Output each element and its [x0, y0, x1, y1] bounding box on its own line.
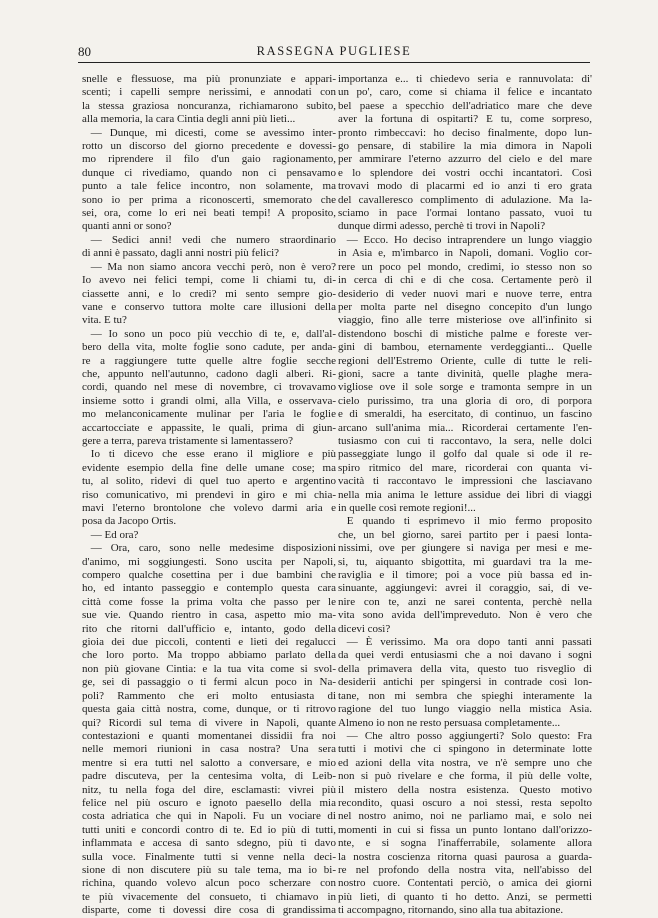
text-line: ciassette anni, e lo credi? mi sento sempre gio- [82, 287, 336, 300]
text-line: alla memoria, la cara Cintia degli anni più lieti... [82, 113, 296, 126]
text-line: mentre si era tutti nel salotto a conversare, e mio [82, 756, 336, 769]
text-line: in cerca di chi e di che cosa. Certamente però il [338, 274, 592, 287]
text-line: passeggiate lungo il golfo dal quale si ode il re- [338, 448, 592, 461]
text-line: nire con te, anzi ne sarei contenta, perchè nella [338, 595, 592, 608]
text-line: ho, ed intanto passeggio e contemplo questa cara [82, 582, 336, 595]
text-line: re a raggiungere tutte quelle altre foglie secche [82, 354, 336, 367]
text-line: poli? Rammento che eri molto entusiasta di [82, 689, 336, 702]
text-line: per ammirare l'eterno azzurro del cielo e del mare [338, 153, 592, 166]
text-line: il mistero della nostra esistenza. Questo motivo [338, 783, 592, 796]
text-line: da quei verdi entusiasmi che a noi davano i sogni [338, 649, 592, 662]
text-line: arcano sull'anima mia... Ricorderai certamente l'en- [338, 421, 592, 434]
text-line: non più giovane Cintia: e la tua vita come si svol- [82, 662, 336, 675]
text-line: E quando ti esprimevo il mio fermo proposito [346, 515, 592, 528]
text-line: gere a terra, pareva tristamente si lamentassero? [82, 434, 294, 447]
text-line: felice nel più oscuro e ignoto paesello della mia [82, 796, 336, 809]
page-header [78, 44, 590, 60]
text-line: bero della vita, molte foglie sono cadute, per anda- [82, 341, 336, 354]
text-line: sinuante, aggiungevi: avrei il coraggio, sai, di ve- [338, 582, 592, 595]
text-line: per molta parte nel disegno concepito d'un lungo [338, 300, 592, 313]
text-line: vigliose ove il sole sorge e tramonta sempre in un [338, 381, 592, 394]
text-line: nitz, tu nella foga del dire, esclamasti: vivrei più [82, 783, 336, 796]
text-line: contestazioni e quanti momentanei dissidii fra noi [82, 729, 336, 742]
text-line: regioni dell'Estremo Oriente, culle di tutte le reli- [338, 354, 592, 367]
text-line: scenti; i capelli sempre nerissimi, e annodati con [82, 86, 336, 99]
text-line: di anni è passato, dagli anni nostri più felici? [82, 247, 280, 260]
text-line: del cavalleresco complimento di adulazione. Ma la- [338, 193, 592, 206]
text-line: ti accompagno, ritornando, sino alla tua abitazione. [338, 904, 564, 917]
text-line: e lo splendore dei vostri occhi incantatori. Così [338, 166, 592, 179]
text-line: dicevi così? [338, 622, 391, 635]
text-line: go pensare, di stabilire la mia dimora in Napoli [338, 140, 592, 153]
right-column [338, 73, 592, 918]
text-line: nostro cuore. Contentati perciò, o amica dei giorni [338, 877, 592, 890]
text-line: posa da Jacopo Ortis. [82, 515, 177, 528]
text-line: cordi, quando nel mese di novembre, ci trovavamo [82, 381, 336, 394]
text-line: dunque ci rivediamo, quando non ci pensavamo [82, 166, 336, 179]
text-line: te più vivacemente del consueto, ti chiamavo in [82, 890, 336, 903]
text-line: — È verissimo. Ma ora dopo tanti anni passati [346, 636, 592, 649]
text-line: tutti uniti e concordi contro di te. Ed io più di tutti, [82, 823, 336, 836]
text-line: trovavi modo di placarmi ed io anzi ti ero grata [338, 180, 592, 193]
text-line: non si può rivelare e che forma, il più delle volte, [338, 770, 592, 783]
text-line: viaggio, fino alle terre misteriose ove all'infinito si [338, 314, 592, 327]
text-line: della primavera della vita, questo tuo risveglio di [338, 662, 592, 675]
text-line: più lieti, di quanto ti ho detto. Anzi, se permetti [338, 890, 592, 903]
text-line: rotto un discorso del giorno precedente e dovessi- [82, 140, 336, 153]
text-line: accartocciate e appassite, le quali, prima di giun- [82, 421, 336, 434]
header-rule [78, 62, 590, 63]
text-line: un po', caro, come si chiama il felice e incantato [338, 86, 592, 99]
text-line: evidente esempio della fine delle umane cose; ma [82, 461, 336, 474]
text-line: rere un poco pel mondo, credimi, io stesso non so [338, 260, 592, 273]
text-line: città come fosse la prima volta che passo per le [82, 595, 336, 608]
text-line: vacità ti raccontavo le impressioni che lasciavano [338, 475, 592, 488]
text-line: vita. E tu? [82, 314, 127, 327]
text-line: tusiasmo con cui ti raccontavo, la sera, nelle dolci [338, 434, 592, 447]
text-line: pronto rimbeccavi: ho deciso finalmente, dopo lun- [338, 126, 592, 139]
text-line: sue vie. Quando rientro in casa, aspetto mio ma- [82, 609, 336, 622]
text-line: bel paese a specchio dell'adriatico mare che deve [338, 99, 592, 112]
text-line: cielo purissimo, tra una gloria di oro, di porpora [338, 394, 592, 407]
text-line: Io ti dicevo che esse erano il migliore e più [90, 448, 336, 461]
text-line: spiro ritmico del mare, ricorderai con quanta vi- [338, 461, 592, 474]
text-line: tane, non mi sembra che spieghi interamente la [338, 689, 592, 702]
text-line: recondito, quasi oscuro a noi stessi, resta sepolto [338, 796, 592, 809]
text-line: Io avevo nei felici tempi, come li chiami tu, di- [82, 274, 336, 287]
text-line: re nel profondo della nostra vita, nell'abisso del [338, 863, 592, 876]
text-line: rito che ritorni dall'ufficio e, intanto, godo della [82, 622, 336, 635]
text-line: gioni, sacre a tante divinità, quelle plaghe mera- [338, 367, 592, 380]
text-line: desiderii antichi per spingersi in contrade così lon- [338, 676, 592, 689]
text-line: snelle e flessuose, ma più pronunziate e appari- [82, 73, 336, 85]
text-line: nel nostro animo, noi ne parliamo mai, e solo nei [338, 810, 592, 823]
text-line: — Ed ora? [90, 528, 139, 541]
text-line: disparte, come ti dovessi dire cosa di grandissima [82, 904, 336, 917]
text-line: insieme sotto i grandi olmi, alla Villa, e osservava- [82, 394, 336, 407]
text-line: vita sono avida dell'impreveduto. Non è vero che [338, 609, 592, 622]
text-line: nissimi, ove per giungere si naviga per mesi e me- [338, 542, 592, 555]
text-line: mo riprendere il filo d'un gaio ragionamento, [82, 153, 336, 166]
text-line: sei, ora, come lo eri nei beati tempi! A proposito, [82, 207, 336, 220]
text-line: Almeno io non ne resto persuasa completamente... [338, 716, 561, 729]
text-line: raviglia e il timore; poi a voce più bassa ed in- [338, 569, 592, 582]
running-title: RASSEGNA PUGLIESE [256, 44, 412, 58]
text-line: — Dunque, mi dicesti, come se avessimo inter- [90, 126, 336, 139]
text-line: mo melanconicamente mulinar per l'aria le foglie [82, 408, 336, 421]
text-line: e di smeraldi, ha esercitato, di continuo, un fascino [338, 408, 592, 421]
text-line: questa gaia città nostra, come, dunque, or ti ritrovo [82, 703, 336, 716]
text-line: che, appunto nell'autunno, cadono dagli alberi. Ri- [82, 367, 336, 380]
text-line: — Ma non siamo ancora vecchi però, non è vero? [90, 260, 336, 273]
text-line: ragione del tuo lungo viaggio nella mistica Asia. [338, 703, 592, 716]
text-line: la nostra coscienza ritorna quasi paurosa a guarda- [338, 850, 592, 863]
text-line: gioia dei due piccoli, contenti e lieti dei regalucci [82, 636, 336, 649]
text-line: momenti in cui si fissa un punto lontano dall'orizzo- [338, 823, 592, 836]
text-line: — Ecco. Ho deciso intraprendere un lungo viaggio [346, 233, 592, 246]
text-line: sione di non discutere più su tale tema, ma io bi- [82, 863, 336, 876]
text-line: ge, sei di passaggio o ti fermi alcun poco in Na- [82, 676, 336, 689]
text-line: vane e conservo tuttora molte care illusioni della [82, 300, 336, 313]
text-line: ed azioni della vita nostra, ve n'è sempre uno che [338, 756, 592, 769]
text-line: che loro porto. Ma troppo abbiamo parlato della [82, 649, 336, 662]
text-line: nte, e si sogna l'inafferrabile, solamente allora [338, 837, 592, 850]
text-line: distendono boschi di mistiche palme e foreste ver- [338, 327, 592, 340]
text-line: richina, quando volevo alcun poco scherzare con [82, 877, 336, 890]
text-line: mavi l'eterno brontolone che volevo darmi aria e [82, 502, 336, 514]
text-line: — Sedici anni! vedi che numero straordinario [90, 233, 336, 246]
text-line: in Asia e, m'imbarco in Napoli, domani. Voglio cor- [338, 247, 592, 260]
text-line: padre discuteva, per la centesima volta, di Leib- [82, 770, 336, 783]
text-line: sono io per prima a riconoscerti, smemorato che [82, 193, 336, 206]
text-line: nelle memori riunioni in casa nostra? Una sera [82, 743, 336, 756]
text-line: sciamo in pace l'ormai lontano passato, vuoi tu [338, 207, 592, 220]
text-line: costa adriatica che qui in Napoli. Fu un vociare di [82, 810, 336, 823]
text-line: gini di bambou, eternamente verdeggianti... Quelle [338, 341, 592, 354]
text-line: quanti anni or sono? [82, 220, 172, 233]
text-line: dunque dirmi adesso, perchè ti trovi in Napoli? [338, 220, 546, 233]
text-line: — Che altro posso aggiungerti? Solo questo: Fra [346, 729, 592, 742]
text-line: sulla voce. Finalmente tutti si venne nella deci- [82, 850, 336, 863]
text-line: aver la fortuna di ospitarti? E tu, come sorpreso, [338, 113, 592, 126]
left-column [82, 73, 336, 918]
text-line: in quelle così remote regioni!... [338, 502, 476, 514]
text-line: punto a tale felice incontro, non solamente, ma [82, 180, 336, 193]
page-number: 80 [78, 44, 91, 59]
text-line: importanza e... ti chiedevo seria e rannuvolata: di' [338, 73, 592, 85]
text-line: tu, al solito, ridevi di quel tuo aperto e argentino [82, 475, 336, 488]
text-line: la stessa graziosa noncuranza, richiamarono subito, [82, 99, 336, 112]
text-line: che, un bel giorno, sarei partito per i paesi lonta- [338, 528, 592, 541]
text-line: riso comunicativo, mi prendevi in giro e mi chia- [82, 488, 336, 501]
text-line: inflammata e accesa di santo sdegno, più ti davo [82, 837, 336, 850]
text-line: — Ora, caro, sono nelle medesime disposizioni [90, 542, 336, 555]
text-line: tutti i motivi che ci spingono in determinate lotte [338, 743, 592, 756]
text-line: — Io sono un poco più vecchio di te, e, dall'al- [90, 327, 336, 340]
text-line: si, tu, aiquanto sbigottita, mi guardavi tra la me- [338, 555, 592, 568]
text-line: compero qualche cosettina per i due bambini che [82, 569, 336, 582]
text-line: nella mia anima le letture assidue dei libri di viaggi [338, 488, 592, 501]
text-line: qui? Ricordi sul tema di vivere in Napoli, quante [82, 716, 336, 729]
text-line: d'animo, mi soggiungesti. Sono uscita per Napoli, [82, 555, 336, 568]
text-line: desiderio di veder nuovi mari e nuove terre, entra [338, 287, 592, 300]
